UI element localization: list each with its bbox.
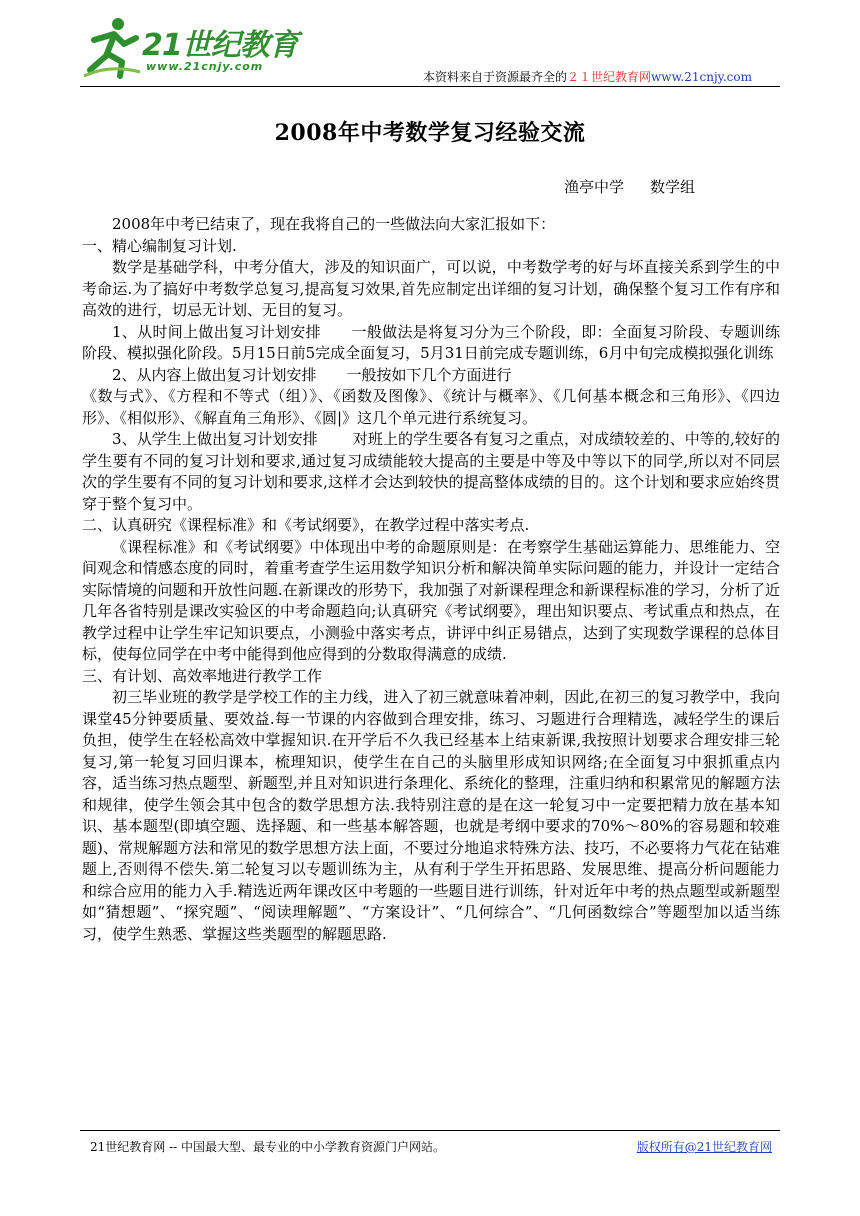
page-header <box>80 14 780 84</box>
body-paragraph: 《数与式》、《方程和不等式（组）》、《函数及图像》、《统计与概率》、《几何基本概念和三角形》、《四边形》、《相似形》、《解直角三角形》、《圆|》这几个单元进行系统复习。 <box>82 387 780 427</box>
body-paragraph: 2008年中考已结束了，现在我将自己的一些做法向大家汇报如下： <box>112 215 556 233</box>
header-site-link[interactable]: www.21cnjy.com <box>651 70 752 84</box>
runner-logo-icon <box>80 14 144 80</box>
header-divider <box>80 86 780 87</box>
author-school: 渔亭中学 <box>564 178 625 196</box>
footer-copyright-link[interactable]: 版权所有@21世纪教育网 <box>636 1140 772 1154</box>
logo-url: www.21cnjy.com <box>146 60 264 73</box>
document-body <box>82 214 780 945</box>
body-paragraph: 三、有计划、高效率地进行教学工作 <box>82 666 323 685</box>
footer-site-description: 21世纪教育网 -- 中国最大型、最专业的中小学教育资源门户网站。 <box>90 1140 446 1154</box>
logo-text: 21世纪教育 <box>142 28 298 63</box>
body-paragraph: 数学是基础学科，中考分值大，涉及的知识面广，可以说，中考数学考的好与坏直接关系到学生的中考命运.为了搞好中考数学总复习,提高复习效果,首先应制定出详细的复习计划，确保整个复习工作有序和高效的进行，切忌无计划、无目的复习。 <box>82 258 780 319</box>
footer-divider <box>80 1130 780 1131</box>
body-paragraph: 《课程标准》和《考试纲要》中体现出中考的命题原则是：在考察学生基础运算能力、思维能力、空间观念和情感态度的同时，着重考查学生运用数学知识分析和解决简单实际问题的能力，并设计一定结合实际情境的问题和开放性问题.在新课改的形势下，我加强了对新课程理念和新课程标准的学习，分析了近几年各省特别是课改实验区的中考命题趋向;认真研究《考试纲要》，理出知识要点、考试重点和热点，在教学过程中让学生牢记知识要点，小测验中落实考点，讲评中纠正易错点，达到了实现数学课程的总体目标，使每位同学在中考中能得到他应得到的分数取得满意的成绩. <box>82 537 780 663</box>
header-note-prefix: 本资料来自于资源最齐全的 <box>423 70 568 84</box>
author-group: 数学组 <box>650 178 696 196</box>
site-logo[interactable] <box>80 14 310 82</box>
body-paragraph: 一、精心编制复习计划. <box>82 236 237 255</box>
body-paragraph: 3、从学生上做出复习计划安排 对班上的学生要各有复习之重点，对成绩较差的、中等的,较好的学生要有不同的复习计划和要求,通过复习成绩能较大提高的主要是中等及中等以下的同学,所以对不同层次的学生要有不同的复习计划和要求,这样才会达到较快的提高整体成绩的目的。这个计划和要求应始终贯穿于整个复习中。 <box>82 430 780 513</box>
document-title: 2008年中考数学复习经验交流 <box>274 120 586 146</box>
body-paragraph: 1、从时间上做出复习计划安排 一般做法是将复习分为三个阶段，即：全面复习阶段、专题训练阶段、模拟强化阶段。5月15日前5完成全面复习，5月31日前完成专题训练，6月中旬完成模拟强化训练 <box>82 322 780 362</box>
author-line <box>564 176 695 197</box>
body-paragraph: 二、认真研究《课程标准》和《考试纲要》，在教学过程中落实考点. <box>82 516 530 534</box>
header-source-note <box>423 68 752 85</box>
body-paragraph: 2、从内容上做出复习计划安排 一般按如下几个方面进行 <box>112 365 512 384</box>
header-site-name: ２１世纪教育网 <box>567 70 652 84</box>
body-paragraph: 初三毕业班的教学是学校工作的主力线，进入了初三就意味着冲刺，因此,在初三的复习教学中，我向课堂45分钟要质量、要效益.每一节课的内容做到合理安排，练习、习题进行合理精选，减轻学生的课后负担，使学生在轻松高效中掌握知识.在开学后不久我已经基本上结束新课,我按照计划要求合理安排三轮复习,第一轮复习回归课本，梳理知识，使学生在自己的头脑里形成知识网络;在全面复习中狠抓重点内容，适当练习热点题型、新题型,并且对知识进行条理化、系统化的整理，注重归纳和积累常见的解题方法和规律，使学生领会其中包含的数学思想方法.我特别注意的是在这一轮复习中一定要把精力放在基本知识、基本题型(即填空题、选择题、和一些基本解答题，也就是考纲中要求的70%～80%的容易题和较难题)、常规解题方法和常见的数学思想方法上面，不要过分地追求特殊方法、技巧，不必要将力气花在钻难题上,否则得不偿失.第二轮复习以专题训练为主，从有利于学生开拓思路、发展思维、提高分析问题能力和综合应用的能力入手.精选近两年课改区中考题的一些题目进行训练，针对近年中考的热点题型或新题型如“猜想题”、“探究题”、“阅读理解题”、“方案设计”、“几何综合”、“几何函数综合”等题型加以适当练习，使学生熟悉、掌握这些类题型的解题思路. <box>82 688 780 943</box>
